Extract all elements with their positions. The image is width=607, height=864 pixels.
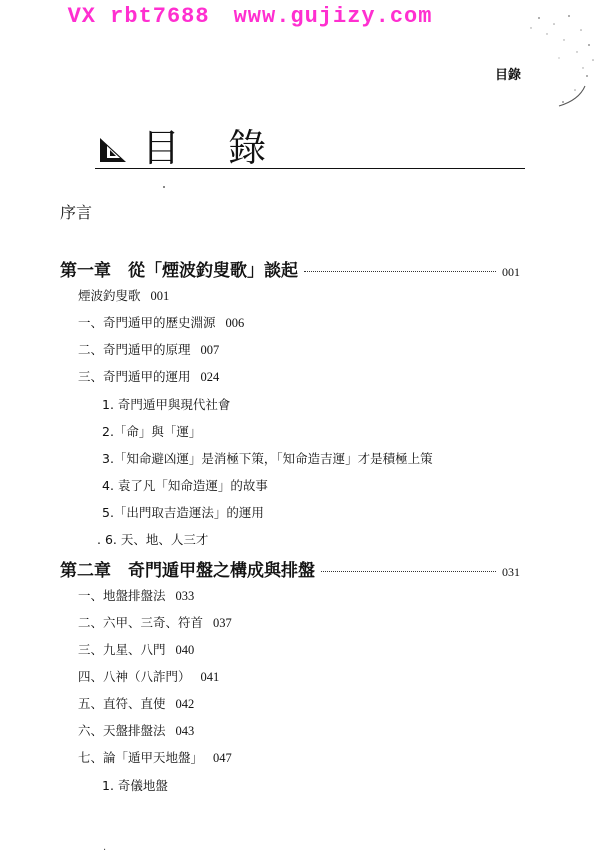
watermark-vx: VX rbt7688 <box>67 4 210 29</box>
toc-subitem[interactable]: 1. 奇門遁甲與現代社會 <box>102 397 231 412</box>
toc-chapter-1[interactable] <box>60 256 520 281</box>
toc-item[interactable] <box>78 640 194 658</box>
title-block <box>98 128 284 168</box>
item-label: 煙波釣叟歌 <box>78 288 141 303</box>
toc-item[interactable] <box>78 721 194 739</box>
item-page: 024 <box>200 370 220 384</box>
speckle-decoration-icon <box>519 10 599 110</box>
item-page: 042 <box>175 697 195 711</box>
toc-item[interactable] <box>78 667 219 685</box>
item-page: 007 <box>200 343 220 357</box>
leader-dots <box>321 571 496 572</box>
toc-preface[interactable]: 序言 <box>60 203 93 222</box>
item-page: 040 <box>175 643 195 657</box>
item-label: 三、奇門遁甲的運用 <box>78 369 191 384</box>
toc-subitem[interactable]: 2.「命」與「運」 <box>102 424 202 439</box>
item-page: 006 <box>225 316 245 330</box>
item-label: 六、天盤排盤法 <box>78 723 166 738</box>
item-page: 043 <box>175 724 195 738</box>
chapter-page: 001 <box>502 265 520 279</box>
item-label: 二、六甲、三奇、符首 <box>78 615 204 630</box>
scan-speck: · <box>103 845 107 856</box>
item-label: 三、九星、八門 <box>78 642 166 657</box>
watermark <box>0 4 500 29</box>
toc-subitem[interactable]: 1. 奇儀地盤 <box>102 778 168 793</box>
toc-item[interactable] <box>78 340 219 358</box>
item-page: 047 <box>213 751 232 765</box>
toc-item[interactable] <box>78 586 194 604</box>
item-page: 001 <box>150 289 170 303</box>
item-label: 一、奇門遁甲的歷史淵源 <box>78 315 216 330</box>
page-title: 目 錄 <box>142 126 285 170</box>
toc-item[interactable] <box>78 367 219 385</box>
watermark-url: www.gujizy.com <box>233 4 433 29</box>
item-page: 033 <box>175 589 195 603</box>
item-page: 041 <box>200 670 220 684</box>
speck <box>163 186 165 188</box>
leader-dots <box>304 271 496 272</box>
triangle-ornament-icon <box>98 136 128 164</box>
chapter-page: 031 <box>502 565 520 579</box>
chapter-title: 第一章 從「煙波釣叟歌」談起 <box>60 261 298 281</box>
running-header: 目錄 <box>495 68 522 83</box>
item-page: 037 <box>213 616 232 630</box>
item-label: 七、論「遁甲天地盤」 <box>78 750 204 765</box>
toc-subitem[interactable]: 3.「知命避凶運」是消極下策，「知命造吉運」才是積極上策 <box>102 451 433 466</box>
toc-item[interactable] <box>78 313 244 331</box>
title-divider <box>95 168 525 169</box>
toc-subitem[interactable]: . 6. 天、地、人三才 <box>97 532 209 547</box>
item-label: 四、八神（八詐門） <box>78 669 191 684</box>
item-label: 二、奇門遁甲的原理 <box>78 342 191 357</box>
toc-subitem[interactable]: 5.「出門取吉造運法」的運用 <box>102 505 264 520</box>
item-label: 一、地盤排盤法 <box>78 588 166 603</box>
toc-item[interactable] <box>78 286 169 304</box>
toc-chapter-2[interactable] <box>60 556 520 581</box>
toc-item[interactable] <box>78 748 232 766</box>
toc-item[interactable] <box>78 613 232 631</box>
toc-subitem[interactable]: 4. 袁了凡「知命造運」的故事 <box>102 478 268 493</box>
chapter-title: 第二章 奇門遁甲盤之構成與排盤 <box>60 561 315 581</box>
toc-item[interactable] <box>78 694 194 712</box>
item-label: 五、直符、直使 <box>78 696 166 711</box>
